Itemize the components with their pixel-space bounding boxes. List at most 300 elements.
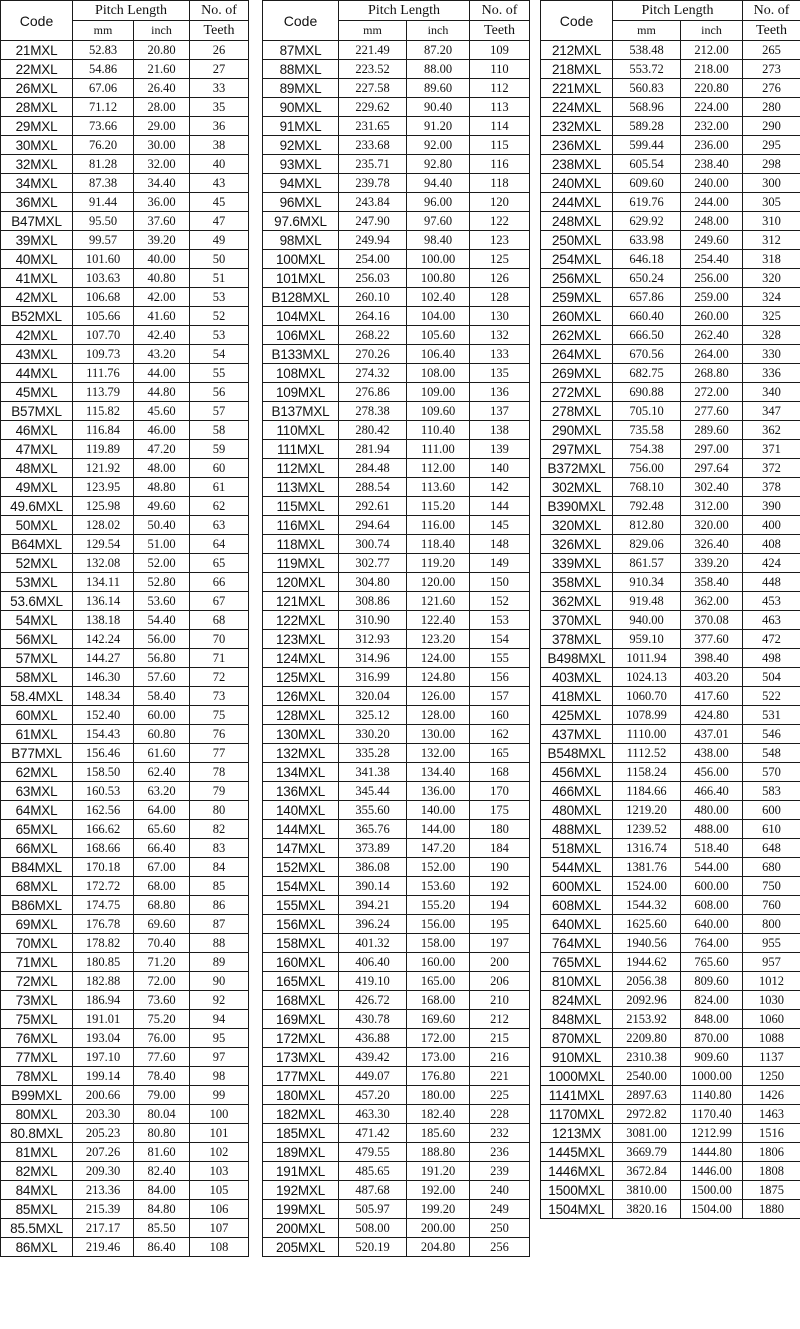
inch-cell: 358.40 (681, 573, 743, 592)
mm-cell: 154.43 (73, 725, 134, 744)
code-cell: 116MXL (263, 516, 339, 535)
table-row (1, 573, 249, 592)
table-row (263, 307, 530, 326)
code-cell: 112MXL (263, 459, 339, 478)
code-cell: B64MXL (1, 535, 73, 554)
mm-cell: 76.20 (73, 136, 134, 155)
teeth-cell: 190 (470, 858, 530, 877)
teeth-cell: 38 (190, 136, 249, 155)
mm-cell: 162.56 (73, 801, 134, 820)
code-cell: 256MXL (541, 269, 613, 288)
inch-cell: 80.04 (134, 1105, 190, 1124)
mm-cell: 1544.32 (613, 896, 681, 915)
inch-cell: 169.60 (407, 1010, 470, 1029)
teeth-cell: 955 (743, 934, 800, 953)
teeth-cell: 162 (470, 725, 530, 744)
inch-cell: 153.60 (407, 877, 470, 896)
code-cell: 140MXL (263, 801, 339, 820)
code-cell: 96MXL (263, 193, 339, 212)
table-row (541, 364, 800, 383)
code-cell: 62MXL (1, 763, 73, 782)
mm-cell: 243.84 (339, 193, 407, 212)
teeth-cell: 77 (190, 744, 249, 763)
code-cell: B86MXL (1, 896, 73, 915)
code-cell: 168MXL (263, 991, 339, 1010)
mm-cell: 281.94 (339, 440, 407, 459)
header-code: Code (263, 1, 339, 41)
inch-cell: 65.60 (134, 820, 190, 839)
teeth-cell: 175 (470, 801, 530, 820)
teeth-cell: 522 (743, 687, 800, 706)
code-cell: 28MXL (1, 98, 73, 117)
mm-cell: 172.72 (73, 877, 134, 896)
code-cell: 85.5MXL (1, 1219, 73, 1238)
inch-cell: 326.40 (681, 535, 743, 554)
inch-cell: 43.20 (134, 345, 190, 364)
inch-cell: 81.60 (134, 1143, 190, 1162)
table-row (541, 877, 800, 896)
mm-cell: 300.74 (339, 535, 407, 554)
table-row (1, 288, 249, 307)
teeth-cell: 372 (743, 459, 800, 478)
code-cell: 185MXL (263, 1124, 339, 1143)
mm-cell: 119.89 (73, 440, 134, 459)
inch-cell: 417.60 (681, 687, 743, 706)
code-cell: 64MXL (1, 801, 73, 820)
code-cell: 154MXL (263, 877, 339, 896)
inch-cell: 136.00 (407, 782, 470, 801)
inch-cell: 32.00 (134, 155, 190, 174)
teeth-cell: 52 (190, 307, 249, 326)
inch-cell: 147.20 (407, 839, 470, 858)
teeth-cell: 504 (743, 668, 800, 687)
table-row (263, 535, 530, 554)
table-row (541, 706, 800, 725)
code-cell: 236MXL (541, 136, 613, 155)
inch-cell: 98.40 (407, 231, 470, 250)
teeth-cell: 49 (190, 231, 249, 250)
teeth-cell: 273 (743, 60, 800, 79)
table-row (1, 1124, 249, 1143)
mm-cell: 345.44 (339, 782, 407, 801)
code-cell: 1170MXL (541, 1105, 613, 1124)
inch-cell: 256.00 (681, 269, 743, 288)
mm-cell: 754.38 (613, 440, 681, 459)
inch-cell: 79.00 (134, 1086, 190, 1105)
code-cell: 144MXL (263, 820, 339, 839)
code-cell: 250MXL (541, 231, 613, 250)
teeth-cell: 362 (743, 421, 800, 440)
inch-cell: 220.80 (681, 79, 743, 98)
inch-cell: 272.00 (681, 383, 743, 402)
mm-cell: 176.78 (73, 915, 134, 934)
teeth-cell: 133 (470, 345, 530, 364)
code-cell: 81MXL (1, 1143, 73, 1162)
inch-cell: 60.80 (134, 725, 190, 744)
inch-cell: 68.80 (134, 896, 190, 915)
inch-cell: 123.20 (407, 630, 470, 649)
mm-cell: 170.18 (73, 858, 134, 877)
code-cell: 34MXL (1, 174, 73, 193)
code-cell: 76MXL (1, 1029, 73, 1048)
mm-cell: 221.49 (339, 41, 407, 60)
code-cell: 39MXL (1, 231, 73, 250)
belt-table-2 (262, 0, 530, 1257)
teeth-cell: 73 (190, 687, 249, 706)
teeth-cell: 249 (470, 1200, 530, 1219)
code-cell: 91MXL (263, 117, 339, 136)
table-row (263, 801, 530, 820)
code-cell: 61MXL (1, 725, 73, 744)
mm-cell: 101.60 (73, 250, 134, 269)
mm-cell: 73.66 (73, 117, 134, 136)
code-cell: 69MXL (1, 915, 73, 934)
teeth-cell: 210 (470, 991, 530, 1010)
code-cell: B47MXL (1, 212, 73, 231)
teeth-cell: 56 (190, 383, 249, 402)
table-row (541, 497, 800, 516)
table-row (541, 972, 800, 991)
code-cell: 115MXL (263, 497, 339, 516)
table-row (541, 1029, 800, 1048)
mm-cell: 197.10 (73, 1048, 134, 1067)
inch-cell: 249.60 (681, 231, 743, 250)
inch-cell: 53.60 (134, 592, 190, 611)
code-cell: 63MXL (1, 782, 73, 801)
mm-cell: 396.24 (339, 915, 407, 934)
table-row (263, 1086, 530, 1105)
inch-cell: 152.00 (407, 858, 470, 877)
mm-cell: 223.52 (339, 60, 407, 79)
mm-cell: 280.42 (339, 421, 407, 440)
mm-cell: 308.86 (339, 592, 407, 611)
inch-cell: 122.40 (407, 611, 470, 630)
code-cell: 128MXL (263, 706, 339, 725)
inch-cell: 92.80 (407, 155, 470, 174)
inch-cell: 58.40 (134, 687, 190, 706)
table-row (1, 1200, 249, 1219)
mm-cell: 619.76 (613, 193, 681, 212)
teeth-cell: 680 (743, 858, 800, 877)
mm-cell: 113.79 (73, 383, 134, 402)
teeth-cell: 148 (470, 535, 530, 554)
code-cell: 259MXL (541, 288, 613, 307)
inch-cell: 97.60 (407, 212, 470, 231)
code-cell: 134MXL (263, 763, 339, 782)
mm-cell: 249.94 (339, 231, 407, 250)
teeth-cell: 195 (470, 915, 530, 934)
code-cell: 68MXL (1, 877, 73, 896)
mm-cell: 168.66 (73, 839, 134, 858)
table-row (263, 326, 530, 345)
belt-table-3 (540, 0, 800, 1219)
code-cell: 456MXL (541, 763, 613, 782)
inch-cell: 212.00 (681, 41, 743, 60)
teeth-cell: 61 (190, 478, 249, 497)
inch-cell: 320.00 (681, 516, 743, 535)
teeth-cell: 448 (743, 573, 800, 592)
teeth-cell: 424 (743, 554, 800, 573)
teeth-cell: 232 (470, 1124, 530, 1143)
teeth-cell: 453 (743, 592, 800, 611)
mm-cell: 1524.00 (613, 877, 681, 896)
table-row (541, 212, 800, 231)
code-cell: 121MXL (263, 592, 339, 611)
table-row (263, 1124, 530, 1143)
table-row (541, 535, 800, 554)
code-cell: 42MXL (1, 326, 73, 345)
inch-cell: 297.64 (681, 459, 743, 478)
table-row (1, 364, 249, 383)
teeth-cell: 55 (190, 364, 249, 383)
inch-cell: 113.60 (407, 478, 470, 497)
table-row (263, 516, 530, 535)
code-cell: 180MXL (263, 1086, 339, 1105)
mm-cell: 316.99 (339, 668, 407, 687)
inch-cell: 45.60 (134, 402, 190, 421)
inch-cell: 180.00 (407, 1086, 470, 1105)
inch-cell: 94.40 (407, 174, 470, 193)
mm-cell: 1158.24 (613, 763, 681, 782)
mm-cell: 1316.74 (613, 839, 681, 858)
mm-cell: 508.00 (339, 1219, 407, 1238)
mm-cell: 142.24 (73, 630, 134, 649)
teeth-cell: 256 (470, 1238, 530, 1257)
mm-cell: 910.34 (613, 573, 681, 592)
teeth-cell: 212 (470, 1010, 530, 1029)
inch-cell: 52.80 (134, 573, 190, 592)
mm-cell: 288.54 (339, 478, 407, 497)
mm-cell: 3820.16 (613, 1200, 681, 1219)
header-inch: inch (134, 21, 190, 41)
inch-cell: 262.40 (681, 326, 743, 345)
table-row (541, 725, 800, 744)
inch-cell: 848.00 (681, 1010, 743, 1029)
table-row (263, 896, 530, 915)
mm-cell: 2972.82 (613, 1105, 681, 1124)
teeth-cell: 54 (190, 345, 249, 364)
inch-cell: 85.50 (134, 1219, 190, 1238)
teeth-cell: 128 (470, 288, 530, 307)
table-row (541, 611, 800, 630)
mm-cell: 861.57 (613, 554, 681, 573)
code-cell: 21MXL (1, 41, 73, 60)
inch-cell: 640.00 (681, 915, 743, 934)
mm-cell: 3672.84 (613, 1162, 681, 1181)
inch-cell: 277.60 (681, 402, 743, 421)
table-row (263, 459, 530, 478)
mm-cell: 2209.80 (613, 1029, 681, 1048)
mm-cell: 335.28 (339, 744, 407, 763)
table-row (541, 630, 800, 649)
code-cell: 156MXL (263, 915, 339, 934)
teeth-cell: 548 (743, 744, 800, 763)
inch-cell: 87.20 (407, 41, 470, 60)
inch-cell: 104.00 (407, 307, 470, 326)
mm-cell: 52.83 (73, 41, 134, 60)
table-row (263, 478, 530, 497)
code-cell: 119MXL (263, 554, 339, 573)
inch-cell: 424.80 (681, 706, 743, 725)
inch-cell: 134.40 (407, 763, 470, 782)
code-cell: 77MXL (1, 1048, 73, 1067)
inch-cell: 176.80 (407, 1067, 470, 1086)
mm-cell: 553.72 (613, 60, 681, 79)
code-cell: 238MXL (541, 155, 613, 174)
table-row (541, 801, 800, 820)
mm-cell: 2310.38 (613, 1048, 681, 1067)
inch-cell: 173.00 (407, 1048, 470, 1067)
teeth-cell: 106 (190, 1200, 249, 1219)
teeth-cell: 583 (743, 782, 800, 801)
mm-cell: 304.80 (339, 573, 407, 592)
inch-cell: 398.40 (681, 649, 743, 668)
table-row (541, 79, 800, 98)
code-cell: 42MXL (1, 288, 73, 307)
inch-cell: 600.00 (681, 877, 743, 896)
teeth-cell: 197 (470, 934, 530, 953)
teeth-cell: 298 (743, 155, 800, 174)
code-cell: 1446MXL (541, 1162, 613, 1181)
code-cell: 104MXL (263, 307, 339, 326)
mm-cell: 205.23 (73, 1124, 134, 1143)
teeth-cell: 125 (470, 250, 530, 269)
mm-cell: 705.10 (613, 402, 681, 421)
mm-cell: 330.20 (339, 725, 407, 744)
mm-cell: 439.42 (339, 1048, 407, 1067)
code-cell: 32MXL (1, 155, 73, 174)
teeth-cell: 76 (190, 725, 249, 744)
header-code: Code (1, 1, 73, 41)
teeth-cell: 99 (190, 1086, 249, 1105)
inch-cell: 52.00 (134, 554, 190, 573)
teeth-cell: 83 (190, 839, 249, 858)
mm-cell: 182.88 (73, 972, 134, 991)
inch-cell: 29.00 (134, 117, 190, 136)
mm-cell: 666.50 (613, 326, 681, 345)
teeth-cell: 155 (470, 649, 530, 668)
mm-cell: 193.04 (73, 1029, 134, 1048)
mm-cell: 180.85 (73, 953, 134, 972)
teeth-cell: 58 (190, 421, 249, 440)
inch-cell: 44.80 (134, 383, 190, 402)
mm-cell: 146.30 (73, 668, 134, 687)
code-cell: 764MXL (541, 934, 613, 953)
table-row (263, 440, 530, 459)
teeth-cell: 53 (190, 288, 249, 307)
table-row (541, 1105, 800, 1124)
code-cell: 22MXL (1, 60, 73, 79)
inch-cell: 120.00 (407, 573, 470, 592)
table-row (263, 592, 530, 611)
mm-cell: 233.68 (339, 136, 407, 155)
header-teeth-line1: No. of (743, 1, 800, 21)
mm-cell: 109.73 (73, 345, 134, 364)
mm-cell: 217.17 (73, 1219, 134, 1238)
teeth-cell: 65 (190, 554, 249, 573)
inch-cell: 158.00 (407, 934, 470, 953)
code-cell: 810MXL (541, 972, 613, 991)
inch-cell: 608.00 (681, 896, 743, 915)
code-cell: B133MXL (263, 345, 339, 364)
mm-cell: 229.62 (339, 98, 407, 117)
table-row (1, 41, 249, 60)
table-row (541, 554, 800, 573)
teeth-cell: 89 (190, 953, 249, 972)
mm-cell: 123.95 (73, 478, 134, 497)
table-row (263, 1105, 530, 1124)
teeth-cell: 130 (470, 307, 530, 326)
mm-cell: 121.92 (73, 459, 134, 478)
code-cell: 320MXL (541, 516, 613, 535)
code-cell: 221MXL (541, 79, 613, 98)
table-row (1, 136, 249, 155)
table-row (541, 345, 800, 364)
inch-cell: 438.00 (681, 744, 743, 763)
code-cell: 1500MXL (541, 1181, 613, 1200)
header-pitch-length: Pitch Length (339, 1, 470, 21)
teeth-cell: 57 (190, 402, 249, 421)
inch-cell: 191.20 (407, 1162, 470, 1181)
code-cell: 87MXL (263, 41, 339, 60)
table-row (263, 744, 530, 763)
teeth-cell: 546 (743, 725, 800, 744)
mm-cell: 959.10 (613, 630, 681, 649)
teeth-cell: 1516 (743, 1124, 800, 1143)
code-cell: 41MXL (1, 269, 73, 288)
table-row (1, 535, 249, 554)
teeth-cell: 118 (470, 174, 530, 193)
code-cell: 78MXL (1, 1067, 73, 1086)
inch-cell: 61.60 (134, 744, 190, 763)
code-cell: 50MXL (1, 516, 73, 535)
table-row (541, 1048, 800, 1067)
code-cell: 600MXL (541, 877, 613, 896)
teeth-cell: 648 (743, 839, 800, 858)
inch-cell: 49.60 (134, 497, 190, 516)
table-row (1, 725, 249, 744)
inch-cell: 870.00 (681, 1029, 743, 1048)
table-row (1, 345, 249, 364)
inch-cell: 42.00 (134, 288, 190, 307)
code-cell: 52MXL (1, 554, 73, 573)
mm-cell: 1944.62 (613, 953, 681, 972)
code-cell: 98MXL (263, 231, 339, 250)
code-cell: 518MXL (541, 839, 613, 858)
inch-cell: 192.00 (407, 1181, 470, 1200)
table-row (541, 1181, 800, 1200)
code-cell: 100MXL (263, 250, 339, 269)
table-row (263, 136, 530, 155)
mm-cell: 471.42 (339, 1124, 407, 1143)
teeth-cell: 53 (190, 326, 249, 345)
teeth-cell: 47 (190, 212, 249, 231)
teeth-cell: 88 (190, 934, 249, 953)
table-row (1, 782, 249, 801)
code-cell: 89MXL (263, 79, 339, 98)
table-row (263, 60, 530, 79)
inch-cell: 544.00 (681, 858, 743, 877)
inch-cell: 51.00 (134, 535, 190, 554)
table-row (263, 649, 530, 668)
inch-cell: 41.60 (134, 307, 190, 326)
table-row (1, 60, 249, 79)
code-cell: 53MXL (1, 573, 73, 592)
code-cell: 46MXL (1, 421, 73, 440)
code-cell: 244MXL (541, 193, 613, 212)
table-row (263, 288, 530, 307)
code-cell: B498MXL (541, 649, 613, 668)
